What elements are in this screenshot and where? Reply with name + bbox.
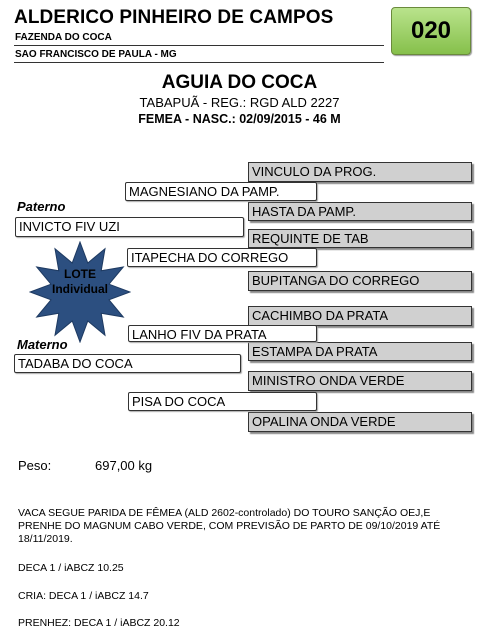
lot-number-badge — [391, 7, 471, 55]
header-divider-bottom — [14, 62, 384, 63]
header-divider — [14, 45, 384, 46]
ancestor-ggd-3: MINISTRO ONDA VERDE — [248, 371, 472, 391]
lot-badge-line1: LOTE — [64, 267, 96, 281]
lot-badge-text — [44, 267, 116, 297]
ancestor-ggd-4: OPALINA ONDA VERDE — [248, 412, 472, 432]
ancestor-ggd-2: ESTAMPA DA PRATA — [248, 342, 472, 361]
farm-name: FAZENDA DO COCA — [15, 32, 112, 43]
ancestor-ggs-4: BUPITANGA DO CORREGO — [248, 271, 472, 291]
ancestor-ggd-1: CACHIMBO DA PRATA — [248, 306, 472, 326]
animal-registration: TABAPUÃ - REG.: RGD ALD 2227 — [139, 95, 340, 110]
weight-label: Peso: — [18, 458, 52, 473]
cria-index: CRIA: DECA 1 / iABCZ 14.7 — [18, 590, 149, 602]
lot-number: 020 — [410, 17, 452, 44]
lot-badge-line2: Individual — [51, 282, 108, 296]
ancestor-sire-sire: MAGNESIANO DA PAMP. — [125, 182, 317, 201]
ancestor-ggs-1: VINCULO DA PROG. — [248, 162, 472, 182]
ancestor-ggs-3: REQUINTE DE TAB — [248, 229, 472, 248]
maternal-label: Materno — [17, 337, 68, 352]
ancestor-dam: TADABA DO COCA — [14, 354, 241, 373]
animal-sex-birth: FEMEA - NASC.: 02/09/2015 - 46 M — [138, 112, 341, 126]
ancestor-sire-dam: ITAPECHA DO CORREGO — [127, 248, 317, 267]
deca-index: DECA 1 / iABCZ 10.25 — [18, 562, 124, 574]
ancestor-ggs-2: HASTA DA PAMP. — [248, 202, 472, 221]
animal-description: VACA SEGUE PARIDA DE FÊMEA (ALD 2602-controlado) DO TOURO SANÇÃO OEJ,E PRENHE DO MAGNUM CABO VERDE, COM PREVISÃO DE PARTO DE 09/10/2019 ATÉ 18/11/2019. — [18, 507, 441, 545]
ancestor-dam-dam: PISA DO COCA — [128, 392, 317, 411]
paternal-label: Paterno — [17, 199, 66, 214]
ancestor-sire: INVICTO FIV UZI — [15, 217, 244, 237]
owner-name: ALDERICO PINHEIRO DE CAMPOS — [14, 7, 334, 28]
city-name: SAO FRANCISCO DE PAULA - MG — [15, 49, 177, 60]
weight-value: 697,00 kg — [95, 458, 153, 473]
animal-name: AGUIA DO COCA — [161, 72, 318, 93]
ancestor-dam-sire: LANHO FIV DA PRATA — [128, 325, 317, 342]
prenhez-index: PRENHEZ: DECA 1 / iABCZ 20.12 — [18, 617, 180, 629]
